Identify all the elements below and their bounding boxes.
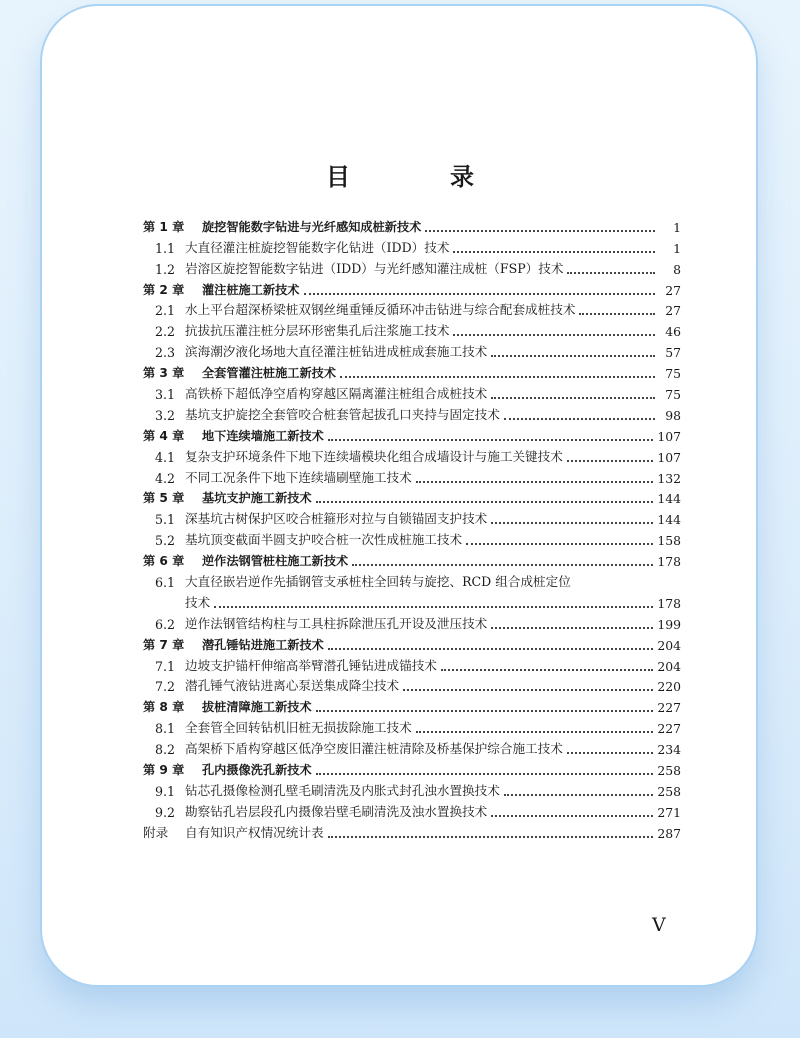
entry-title: 潜孔锤钻进施工新技术	[202, 637, 324, 652]
dot-leader	[453, 250, 655, 253]
entry-page: 27	[665, 282, 681, 298]
entry-title: 全套管灌注桩施工新技术	[202, 366, 337, 381]
entry-title: 地下连续墙施工新技术	[202, 428, 324, 443]
entry-page: 8	[673, 261, 681, 277]
dot-leader	[340, 375, 655, 378]
entry-page: 57	[665, 345, 681, 361]
toc-entry-section	[143, 736, 681, 757]
entry-number: 6.2	[155, 616, 176, 632]
entry-number: 2.2	[155, 324, 176, 340]
entry-number: 第 1 章	[143, 219, 185, 234]
entry-number: 第 6 章	[143, 554, 185, 569]
toc-entry-section	[143, 799, 681, 820]
toc-entry-section	[143, 611, 681, 632]
dot-leader	[416, 480, 654, 483]
entry-title: 不同工况条件下地下连续墙刷壁施工技术	[185, 469, 412, 485]
dot-leader	[328, 647, 653, 650]
dot-leader	[491, 521, 653, 524]
entry-page: 287	[657, 825, 681, 841]
entry-page: 227	[657, 721, 681, 737]
entry-title: 基坑支护旋挖全套管咬合桩套管起拔孔口夹持与固定技术	[185, 406, 500, 422]
dot-leader	[316, 772, 654, 775]
entry-title: 拔桩清障施工新技术	[202, 700, 312, 715]
entry-title: 水上平台超深桥梁桩双钢丝绳重锤反循环冲击钻进与综合配套成桩技术	[185, 302, 576, 318]
entry-number: 8.1	[155, 721, 176, 737]
entry-number: 第 7 章	[143, 637, 185, 652]
dot-leader	[304, 292, 656, 295]
entry-page: 234	[657, 742, 681, 758]
entry-title-continuation: 技术	[185, 594, 211, 610]
entry-number: 7.2	[155, 679, 176, 695]
toc-entry-chapter	[143, 360, 681, 381]
entry-title: 岩溶区旋挖智能数字钻进（IDD）与光纤感知灌注成桩（FSP）技术	[185, 260, 564, 276]
entry-title: 旋挖智能数字钻进与光纤感知成桩新技术	[202, 219, 422, 234]
entry-number: 第 2 章	[143, 282, 185, 297]
entry-number: 第 9 章	[143, 763, 185, 778]
entry-number: 第 3 章	[143, 366, 185, 381]
entry-page: 27	[665, 303, 681, 319]
toc-entry-chapter	[143, 757, 681, 778]
entry-page: 204	[657, 637, 681, 653]
dot-leader	[491, 814, 653, 817]
toc-entry-appendix	[143, 820, 681, 841]
dot-leader	[425, 229, 655, 232]
toc-entry-section	[143, 298, 681, 319]
entry-number: 9.2	[155, 804, 176, 820]
toc-list	[143, 214, 681, 841]
entry-title: 复杂支护环境条件下地下连续墙模块化组合成墙设计与施工关键技术	[185, 448, 563, 464]
entry-number: 3.1	[155, 387, 176, 403]
toc-entry-section	[143, 444, 681, 465]
toc-entry-section	[143, 381, 681, 402]
dot-leader	[491, 396, 655, 399]
toc-entry-section	[143, 339, 681, 360]
toc-title: 目 录	[326, 162, 512, 191]
toc-entry-section	[143, 318, 681, 339]
entry-title: 灌注桩施工新技术	[202, 282, 300, 297]
entry-page: 107	[657, 449, 681, 465]
toc-entry-chapter	[143, 694, 681, 715]
dot-leader	[214, 605, 653, 608]
dot-leader	[352, 563, 653, 566]
dot-leader	[453, 333, 655, 336]
entry-title: 潜孔锤气液钻进离心泵送集成降尘技术	[185, 678, 400, 694]
dot-leader	[328, 438, 653, 441]
entry-title: 深基坑古树保护区咬合桩箍形对拉与自锁锚固支护技术	[185, 511, 488, 527]
toc-entry-section	[143, 402, 681, 423]
entry-number: 9.1	[155, 783, 176, 799]
entry-number: 第 4 章	[143, 428, 185, 443]
entry-number: 3.2	[155, 407, 176, 423]
entry-page: 204	[657, 658, 681, 674]
toc-entry-continuation	[143, 590, 681, 611]
entry-number: 4.1	[155, 449, 176, 465]
dot-leader	[567, 459, 654, 462]
toc-entry-section	[143, 235, 681, 256]
toc-entry-section	[143, 778, 681, 799]
page-number: V	[652, 914, 666, 936]
entry-page: 107	[657, 428, 681, 444]
toc-entry-chapter	[143, 548, 681, 569]
entry-number: 4.2	[155, 470, 176, 486]
dot-leader	[416, 730, 654, 733]
entry-page: 75	[665, 387, 681, 403]
entry-title: 钻芯孔摄像检测孔壁毛刷清洗及内胀式封孔浊水置换技术	[185, 782, 500, 798]
toc-entry-chapter	[143, 423, 681, 444]
toc-entry-chapter	[143, 486, 681, 507]
entry-page: 158	[657, 533, 681, 549]
entry-number: 5.1	[155, 512, 176, 528]
dot-leader	[466, 542, 653, 545]
dot-leader	[579, 312, 655, 315]
dot-leader	[441, 668, 653, 671]
entry-title: 抗拔抗压灌注桩分层环形密集孔后注浆施工技术	[185, 323, 450, 339]
dot-leader	[491, 354, 655, 357]
entry-number: 2.1	[155, 303, 176, 319]
entry-page: 178	[657, 595, 681, 611]
entry-page: 1	[673, 219, 681, 235]
entry-title: 全套管全回转钻机旧桩无损拔除施工技术	[185, 720, 412, 736]
entry-page: 258	[657, 763, 681, 779]
toc-entry-section	[143, 653, 681, 674]
entry-title: 勘察钻孔岩层段孔内摄像岩壁毛刷清洗及浊水置换技术	[185, 803, 488, 819]
toc-entry-chapter	[143, 277, 681, 298]
entry-number: 第 8 章	[143, 700, 185, 715]
entry-title: 孔内摄像洗孔新技术	[202, 763, 312, 778]
entry-page: 227	[657, 700, 681, 716]
toc-entry-section	[143, 506, 681, 527]
entry-number: 1.1	[155, 240, 176, 256]
entry-page: 144	[657, 491, 681, 507]
dot-leader	[403, 688, 653, 691]
entry-title: 基坑顶变截面半圆支护咬合桩一次性成桩施工技术	[185, 532, 463, 548]
entry-page: 1	[673, 240, 681, 256]
dot-leader	[567, 751, 654, 754]
entry-title: 滨海潮汐液化场地大直径灌注桩钻进成桩成套施工技术	[185, 344, 488, 360]
entry-page: 132	[657, 470, 681, 486]
toc-entry-section	[143, 715, 681, 736]
dot-leader	[316, 500, 654, 503]
entry-page: 75	[665, 366, 681, 382]
toc-entry-section	[143, 674, 681, 695]
entry-page: 199	[657, 616, 681, 632]
dot-leader	[491, 626, 653, 629]
dot-leader	[328, 835, 654, 838]
entry-page: 271	[657, 804, 681, 820]
toc-entry-chapter	[143, 214, 681, 235]
toc-entry-section	[143, 569, 681, 590]
entry-number: 8.2	[155, 742, 176, 758]
entry-page: 220	[657, 679, 681, 695]
entry-page: 98	[665, 407, 681, 423]
entry-number: 2.3	[155, 345, 176, 361]
entry-page: 46	[665, 324, 681, 340]
entry-number: 附录	[143, 824, 169, 840]
entry-page: 258	[657, 783, 681, 799]
toc-entry-section	[143, 465, 681, 486]
entry-title: 大直径灌注桩旋挖智能数字化钻进（IDD）技术	[185, 239, 450, 255]
dot-leader	[504, 793, 654, 796]
toc-entry-chapter	[143, 632, 681, 653]
entry-number: 7.1	[155, 658, 176, 674]
entry-title: 边坡支护锚杆伸缩高举臂潜孔锤钻进成锚技术	[185, 657, 437, 673]
dot-leader	[567, 271, 655, 274]
entry-title: 自有知识产权情况统计表	[185, 824, 324, 840]
dot-leader	[504, 417, 655, 420]
entry-title: 逆作法钢管结构柱与工具柱拆除泄压孔开设及泄压技术	[185, 615, 488, 631]
entry-number: 5.2	[155, 533, 176, 549]
entry-number: 1.2	[155, 261, 176, 277]
toc-entry-section	[143, 527, 681, 548]
toc-entry-section	[143, 256, 681, 277]
entry-number: 第 5 章	[143, 491, 185, 506]
entry-title: 高铁桥下超低净空盾构穿越区隔离灌注桩组合成桩技术	[185, 386, 488, 402]
entry-number: 6.1	[155, 575, 176, 591]
entry-title: 高架桥下盾构穿越区低净空废旧灌注桩清除及桥基保护综合施工技术	[185, 741, 563, 757]
entry-page: 144	[657, 512, 681, 528]
dot-leader	[316, 709, 654, 712]
entry-title: 逆作法钢管桩柱施工新技术	[202, 554, 349, 569]
entry-title: 大直径嵌岩逆作先插钢管支承桩柱全回转与旋挖、RCD 组合成桩定位	[185, 574, 571, 590]
entry-page: 178	[657, 554, 681, 570]
entry-title: 基坑支护施工新技术	[202, 491, 312, 506]
